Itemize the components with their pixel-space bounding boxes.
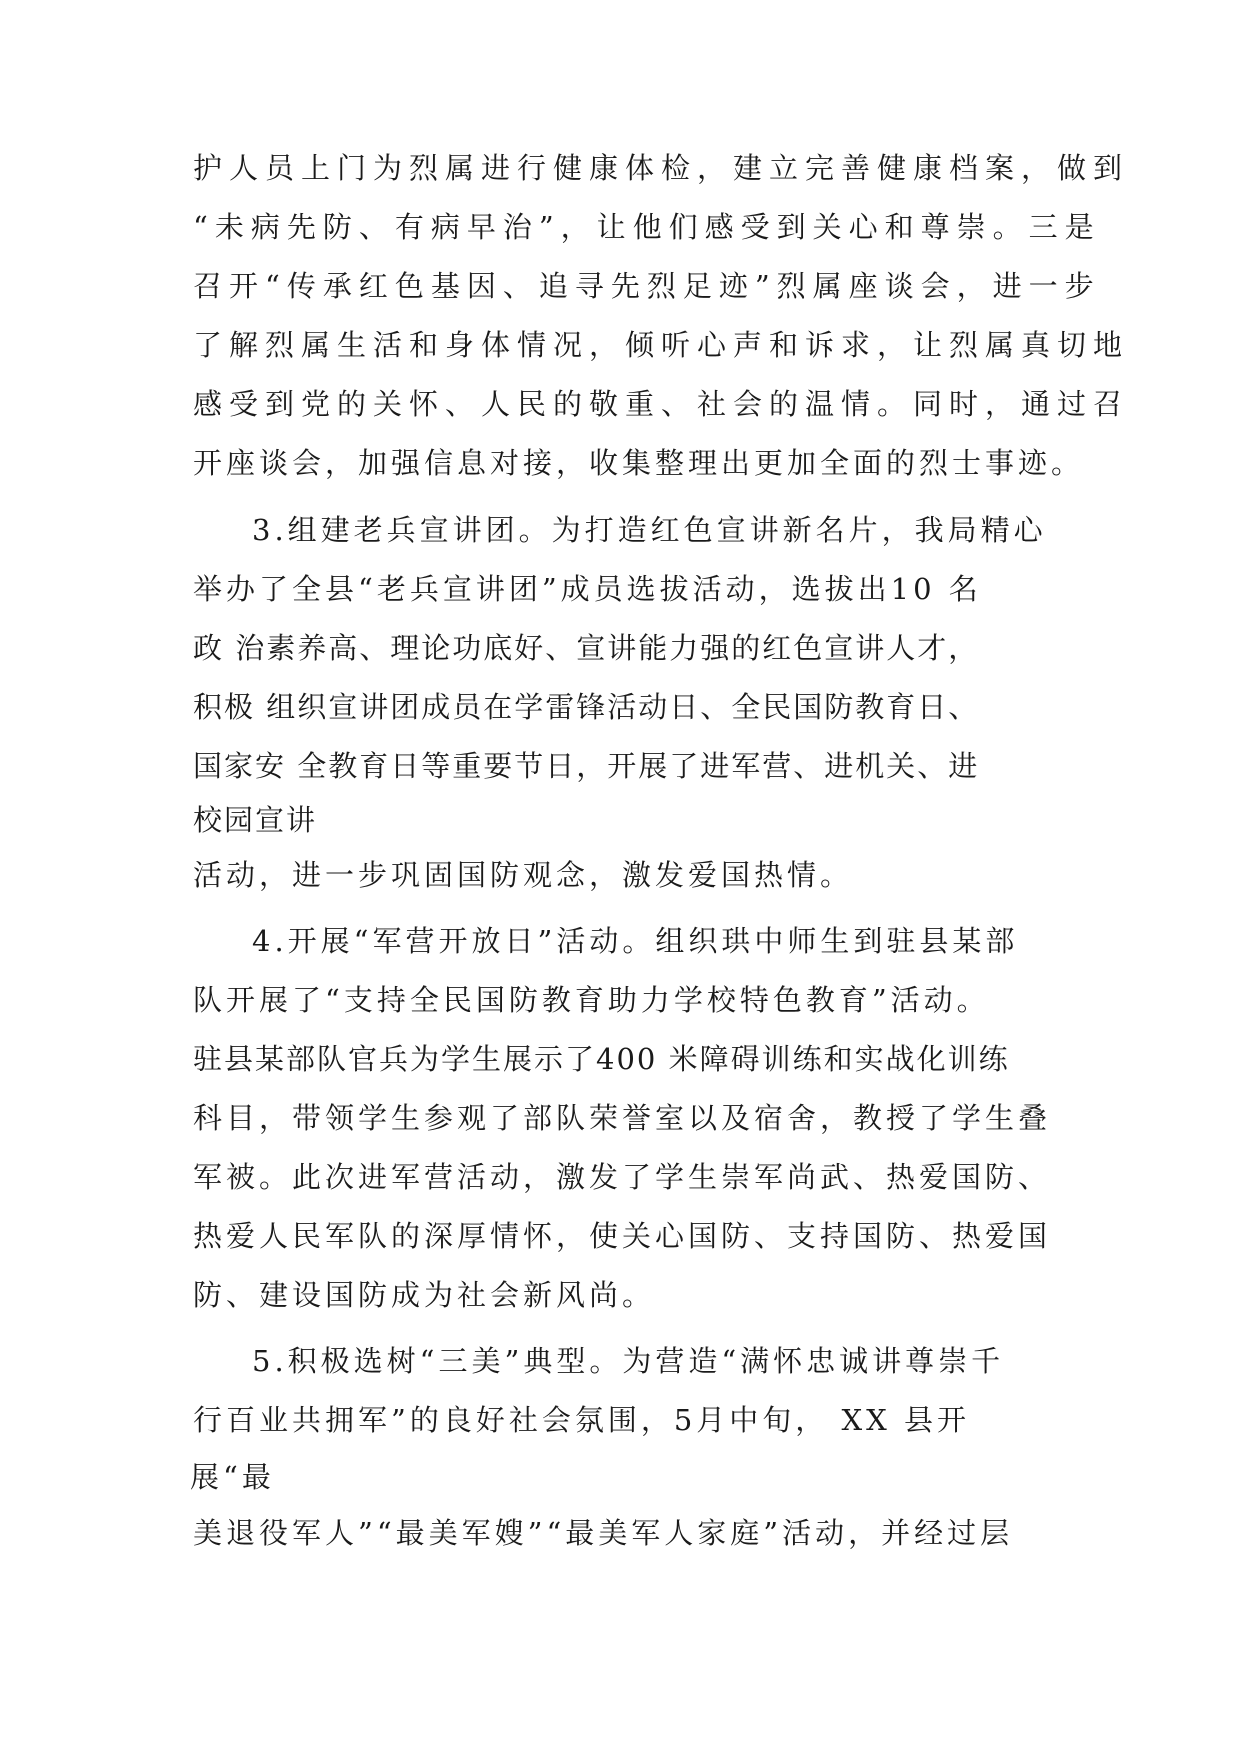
text-line-11: 国家安 全教育日等重要节日，开展了进军营、进机关、进 bbox=[193, 749, 980, 783]
text-line-22: 行百业共拥军”的良好社会氛围，5月中旬， XX 县开 bbox=[193, 1403, 971, 1437]
text-line-16: 驻县某部队官兵为学生展示了400 米障碍训练和实战化训练 bbox=[193, 1042, 1010, 1076]
text-line-23: 展“最 bbox=[190, 1460, 275, 1494]
text-line-1: 护人员上门为烈属进行健康体检，建立完善健康档案，做到 bbox=[193, 151, 1130, 185]
text-line-18: 军被。此次进军营活动，激发了学生崇军尚武、热爱国防、 bbox=[193, 1160, 1052, 1194]
text-line-24: 美退役军人”“最美军嫂”“最美军人家庭”活动，并经过层 bbox=[193, 1516, 1014, 1550]
text-line-15: 队开展了“支持全民国防教育助力学校特色教育”活动。 bbox=[193, 983, 990, 1017]
text-line-5: 感受到党的关怀、人民的敬重、社会的温情。同时，通过召 bbox=[193, 387, 1130, 421]
text-line-4: 了解烈属生活和身体情况，倾听心声和诉求，让烈属真切地 bbox=[193, 328, 1130, 362]
text-line-3: 召开“传承红色基因、追寻先烈足迹”烈属座谈会，进一步 bbox=[193, 269, 1101, 303]
text-line-10: 积极 组织宣讲团成员在学雷锋活动日、全民国防教育日、 bbox=[193, 690, 980, 724]
text-line-19: 热爱人民军队的深厚情怀，使关心国防、支持国防、热爱国 bbox=[193, 1219, 1052, 1253]
text-line-20: 防、建设国防成为社会新风尚。 bbox=[193, 1278, 656, 1312]
text-line-12: 校园宣讲 bbox=[193, 803, 318, 837]
text-line-6: 开座谈会，加强信息对接，收集整理出更加全面的烈士事迹。 bbox=[193, 446, 1085, 480]
paragraph-3-first-line: 3.组建老兵宣讲团。为打造红色宣讲新名片，我局精心 bbox=[252, 513, 1047, 547]
text-line-13: 活动，进一步巩固国防观念，激发爱国热情。 bbox=[193, 858, 854, 892]
text-line-2: “未病先防、有病早治”，让他们感受到关心和尊崇。三是 bbox=[193, 210, 1101, 244]
text-line-17: 科目，带领学生参观了部队荣誉室以及宿舍，教授了学生叠 bbox=[193, 1101, 1052, 1135]
text-line-9: 政 治素养高、理论功底好、宣讲能力强的红色宣讲人才， bbox=[193, 631, 980, 665]
text-line-8: 举办了全县“老兵宣讲团”成员选拔活动，选拔出10 名 bbox=[193, 572, 982, 606]
paragraph-4-first-line: 4.开展“军营开放日”活动。组织珙中师生到驻县某部 bbox=[252, 924, 1019, 958]
paragraph-5-first-line: 5.积极选树“三美”典型。为营造“满怀忠诚讲尊崇千 bbox=[252, 1344, 1005, 1378]
